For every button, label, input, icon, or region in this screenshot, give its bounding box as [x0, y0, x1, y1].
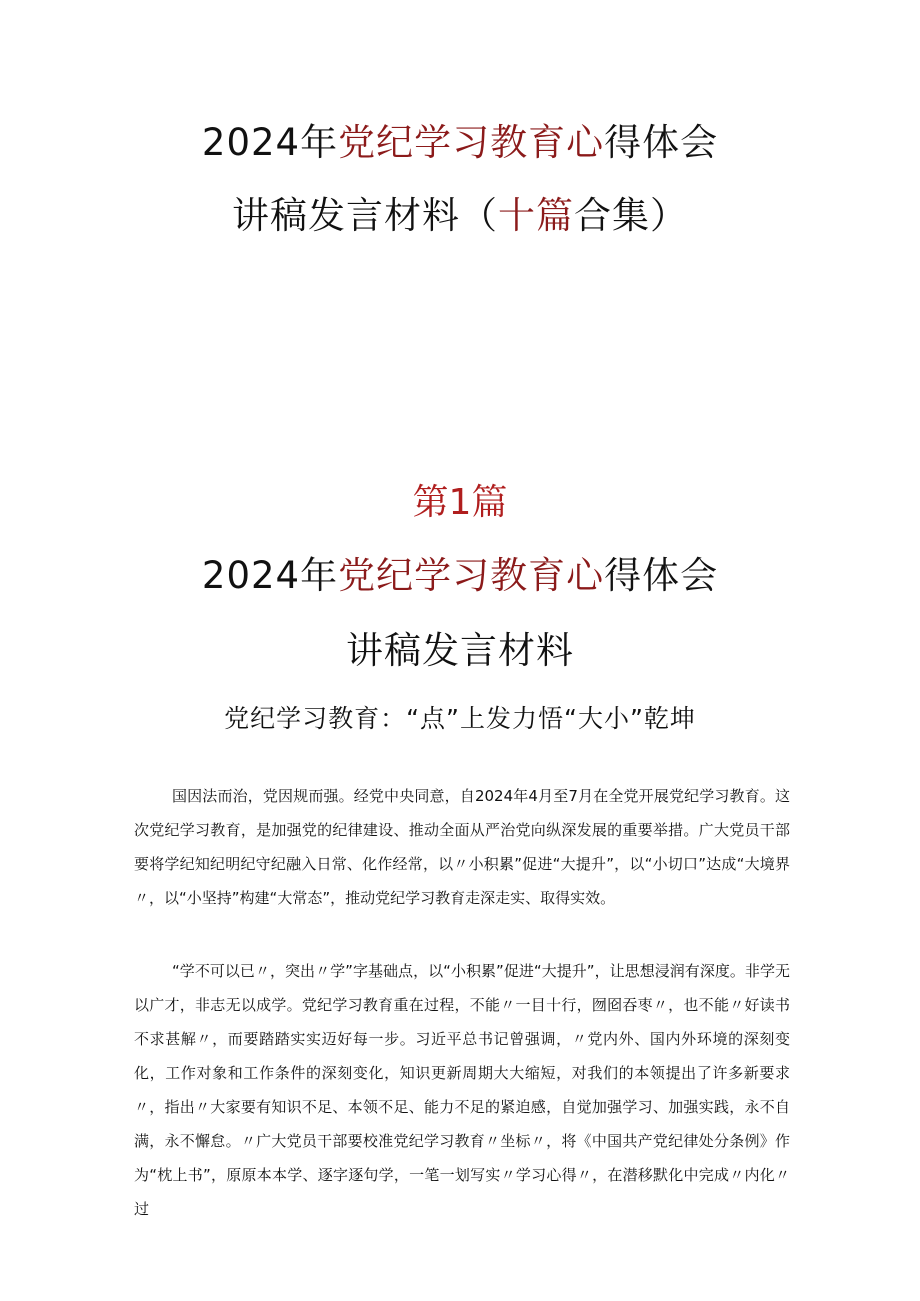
- chapter-title-tail: 得体会: [604, 554, 719, 597]
- cover-title-tail: 得体会: [604, 121, 719, 164]
- chapter-title-year: 2024年: [201, 554, 339, 597]
- body-paragraph-2: [134, 954, 790, 1226]
- body-paragraph-1: [134, 779, 790, 915]
- paragraph-text: “学不可以已〃，突出〃学”字基础点，以“小积累”促进“大提升”，让思想浸润有深度。非学无以广才，非志无以成学。党纪学习教育重在过程，不能〃一目十行，囫囵吞枣〃，也不能〃好读书不求甚解〃，而要踏踏实实迈好每一步。习近平总书记曾强调，〃党内外、国内外环境的深刻变化，工作对象和工作条件的深刻变化，知识更新周期大大缩短，对我们的本领提出了许多新要求〃，指出〃大家要有知识不足、本领不足、能力不足的紧迫感，自觉加强学习、加强实践，永不自满，永不懈怠。〃广大党员干部要校准党纪学习教育〃坐标〃，将《中国共产党纪律处分条例》作为“枕上书”，原原本本学、逐字逐句学，一笔一划写实〃学习心得〃，在潜移默化中完成〃内化〃过: [134, 962, 790, 1218]
- chapter-label: 第1篇: [412, 482, 508, 523]
- cover-title-year: 2024年: [201, 121, 339, 164]
- cover-subtitle-highlight: 十篇: [498, 194, 574, 237]
- paragraph-text: 国因法而治，党因规而强。经党中央同意，自2024年4月至7月在全党开展党纪学习教育。这次党纪学习教育，是加强党的纪律建设、推动全面从严治党向纵深发展的重要举措。广大党员干部要将学纪知纪明纪守纪融入日常、化作经常，以〃小积累”促进“大提升”，以“小切口”达成“大境界〃，以“小坚持”构建“大常态”，推动党纪学习教育走深走实、取得实效。: [134, 787, 790, 907]
- chapter-title-line-1: [0, 554, 920, 597]
- chapter-subtitle: 党纪学习教育：“点”上发力悟“大小”乾坤: [224, 704, 696, 733]
- chapter-title-highlight: 党纪学习教育心: [338, 554, 605, 597]
- cover-title-line-2: [0, 194, 920, 237]
- cover-title-highlight: 党纪学习教育心: [338, 121, 605, 164]
- cover-title-line-1: [0, 121, 920, 164]
- chapter-title-2: 讲稿发言材料: [346, 629, 574, 672]
- chapter-title-line-2: [0, 629, 920, 672]
- cover-subtitle-head: 讲稿发言材料（: [232, 194, 498, 237]
- cover-subtitle-tail: 合集）: [574, 194, 688, 237]
